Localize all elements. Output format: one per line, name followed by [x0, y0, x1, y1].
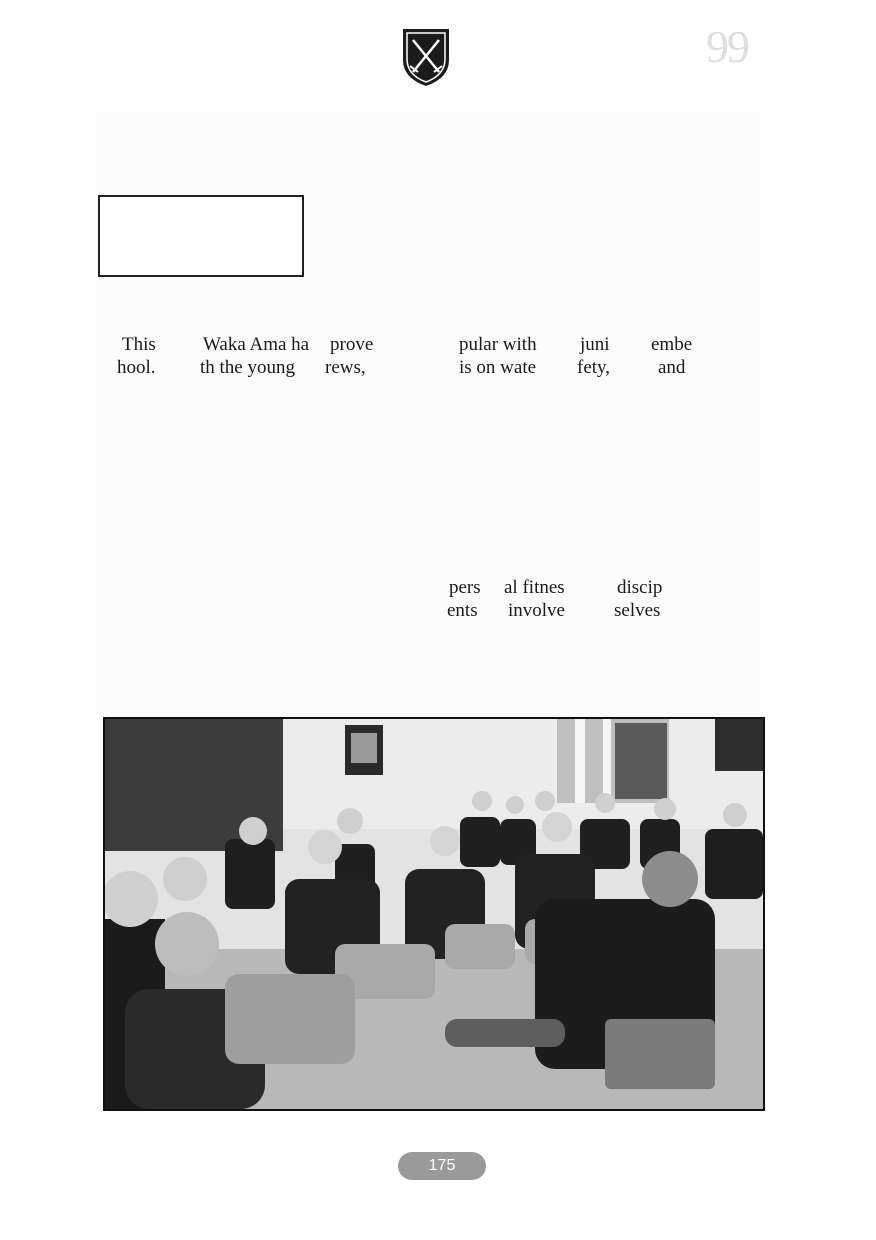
text-fragment: th the young [200, 357, 295, 378]
text-fragment: embe [651, 334, 693, 355]
text-fragment: fety, [577, 357, 611, 378]
students-seated-classroom-photo [103, 717, 765, 1111]
text-fragment: involve [508, 600, 565, 621]
text-fragment: prove [330, 334, 374, 355]
text-fragment: pular with [459, 334, 537, 355]
text-fragment: rews, [325, 357, 366, 378]
text-fragment: hool. [117, 357, 156, 378]
page-number: 175 [398, 1152, 486, 1180]
text-fragment: juni [580, 334, 610, 355]
text-fragment: Waka Ama ha [203, 334, 310, 355]
text-fragment: pers [449, 577, 481, 598]
text-fragment: ents [447, 600, 478, 621]
title-box [98, 195, 304, 277]
year-watermark: 99 [706, 21, 748, 72]
crossed-swords-shield-icon [400, 26, 452, 88]
text-fragment: selves [614, 600, 661, 621]
text-fragment: discip [617, 577, 663, 598]
text-fragment: This [122, 334, 156, 355]
text-fragment: is on wate [459, 357, 537, 378]
text-fragment: and [658, 357, 686, 378]
text-fragment: al fitnes [504, 577, 565, 598]
